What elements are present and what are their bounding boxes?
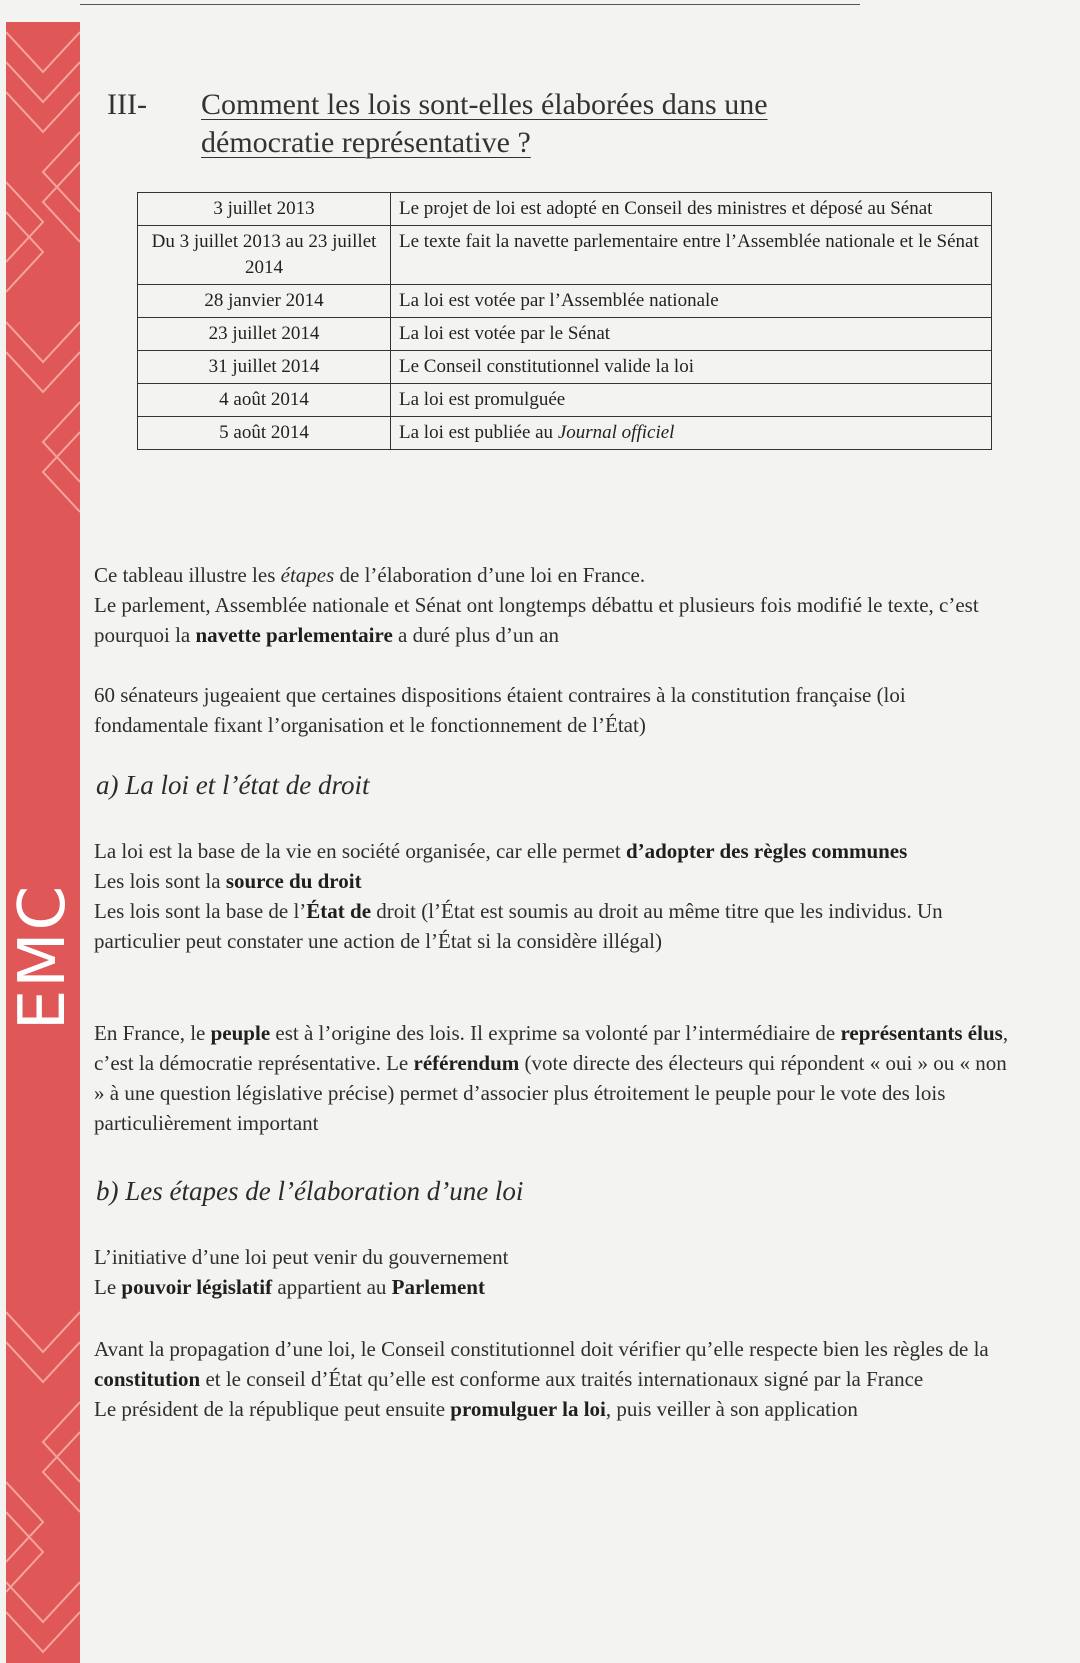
heading-number: III- — [107, 88, 147, 121]
verification-paragraph: Avant la propagation d’une loi, le Conseil constitutionnel doit vérifier qu’elle respecte bien les règles de la constitution et le conseil d’État qu’elle est conforme aux traités internationaux signé par la France Le président de la république peut ensuite promulguer la loi, puis veiller à son application — [94, 1337, 989, 1421]
emc-sidebar — [6, 22, 80, 1663]
senators-paragraph: 60 sénateurs jugeaient que certaines dispositions étaient contraires à la constitution française (loi fondamentale fixant l’organisation et le fonctionnement de l’État) — [94, 683, 906, 737]
subheading-b: b) Les étapes de l’élaboration d’une loi — [96, 1176, 524, 1206]
table-row: 28 janvier 2014 La loi est votée par l’Assemblée nationale — [138, 285, 992, 318]
table-row: 3 juillet 2013 Le projet de loi est adopté en Conseil des ministres et déposé au Sénat — [138, 193, 992, 226]
top-rule — [80, 4, 860, 5]
initiative-paragraph: L’initiative d’une loi peut venir du gouvernement Le pouvoir législatif appartient au Parlement — [94, 1245, 509, 1299]
subheading-a: a) La loi et l’état de droit — [96, 770, 370, 800]
people-paragraph: En France, le peuple est à l’origine des lois. Il exprime sa volonté par l’intermédiaire de représentants élus, c’est la démocratie représentative. Le référendum (vote directe des électeurs qui répondent « oui » ou « non » à une question législative précise) permet d’associer plus étroitement le peuple pour le vote des lois particulièrement important — [94, 1021, 1009, 1135]
chevron-pattern-icon — [6, 22, 80, 1663]
table-row: 23 juillet 2014 La loi est votée par le Sénat — [138, 318, 992, 351]
emc-label: EMC — [6, 883, 80, 1031]
law-rule-paragraph: La loi est la base de la vie en société organisée, car elle permet d’adopter des règles communes Les lois sont la source du droit Les lois sont la base de l’État de droit (l’État est soumis au droit au même titre que les individus. Un particulier peut constater une action de l’État si la considère illégal) — [94, 839, 943, 953]
intro-paragraph: Ce tableau illustre les étapes de l’élaboration d’une loi en France. Le parlement, Assemblée nationale et Sénat ont longtemps débattu et plusieurs fois modifié le texte, c’est pourquoi la navette parlementaire a duré plus d’un an — [94, 563, 979, 647]
table-row: 4 août 2014 La loi est promulguée — [138, 384, 992, 417]
timeline-table — [137, 192, 992, 450]
heading-title: Comment les lois sont-elles élaborées dans une démocratie représentative ? — [201, 88, 768, 159]
table-row: 5 août 2014 La loi est publiée au Journal officiel — [138, 417, 992, 450]
table-row: 31 juillet 2014 Le Conseil constitutionnel valide la loi — [138, 351, 992, 384]
table-row: Du 3 juillet 2013 au 23 juillet 2014 Le texte fait la navette parlementaire entre l’Assemblée nationale et le Sénat — [138, 226, 992, 285]
